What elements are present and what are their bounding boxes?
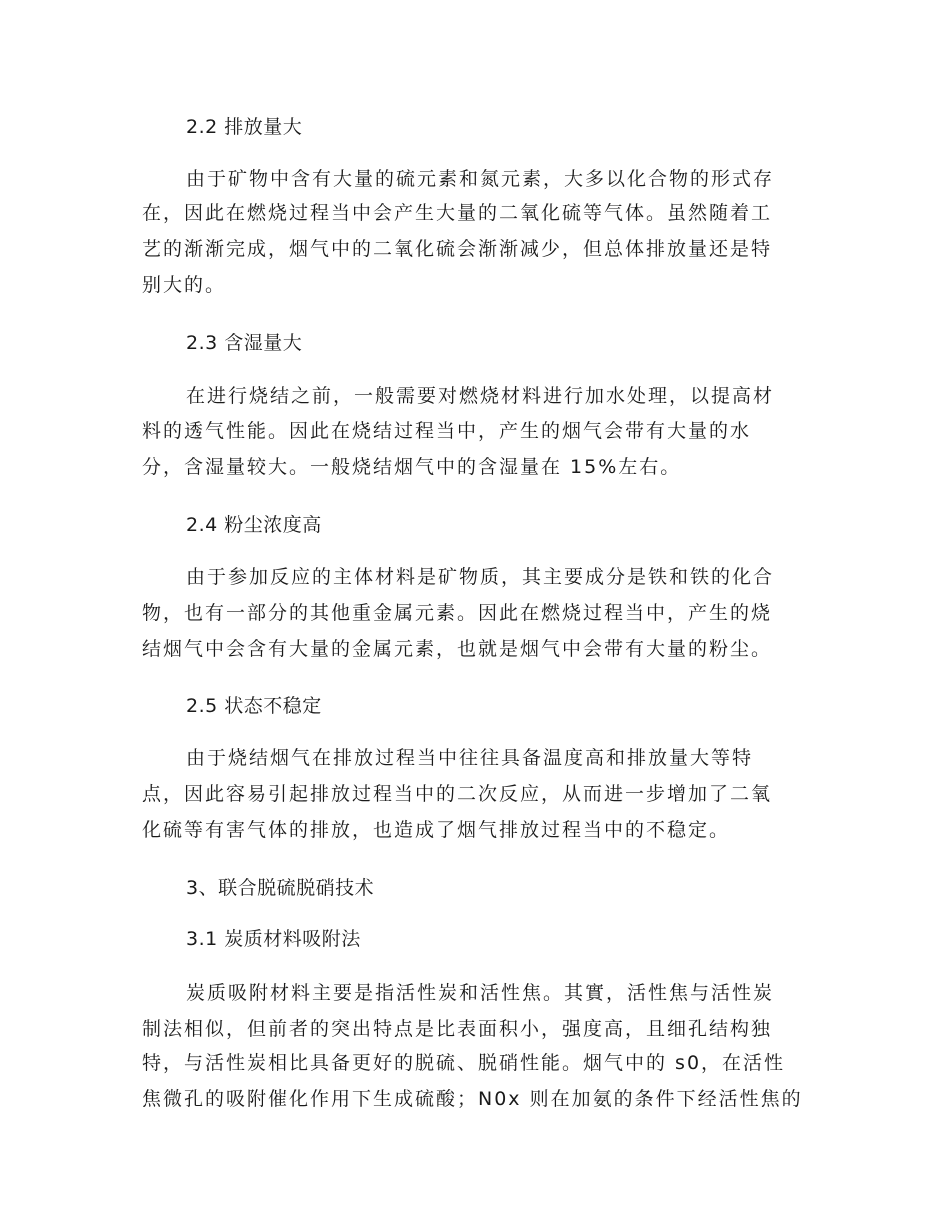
paragraph-line: 特，与活性炭相比具备更好的脱硫、脱硝性能。烟气中的 s0，在活性 xyxy=(142,1052,786,1074)
paragraph-line: 点，因此容易引起排放过程当中的二次反应，从而进一步增加了二氧 xyxy=(142,783,773,805)
paragraph-line: 制法相似，但前者的突出特点是比表面积小，强度高，且细孔结构独 xyxy=(142,1018,773,1040)
section-heading-3: 3、联合脱硫脱硝技术 xyxy=(186,877,375,899)
section-heading-3-1: 3.1 炭质材料吸附法 xyxy=(186,928,361,950)
section-heading-2-4: 2.4 粉尘浓度高 xyxy=(186,514,322,536)
paragraph-line: 焦微孔的吸附催化作用下生成硫酸；N0x 则在加氨的条件下经活性焦的 xyxy=(142,1088,803,1110)
paragraph-line: 料的透气性能。因此在烧结过程当中，产生的烟气会带有大量的水 xyxy=(142,420,752,442)
section-heading-2-2: 2.2 排放量大 xyxy=(186,116,303,138)
paragraph-line: 物，也有一部分的其他重金属元素。因此在燃烧过程当中，产生的烧 xyxy=(142,602,773,624)
paragraph-line: 由于参加反应的主体材料是矿物质，其主要成分是铁和铁的化合 xyxy=(186,566,775,588)
paragraph-line: 别大的。 xyxy=(142,274,227,296)
section-heading-2-3: 2.3 含湿量大 xyxy=(186,332,303,354)
paragraph-line: 化硫等有害气体的排放，也造成了烟气排放过程当中的不稳定。 xyxy=(142,819,731,841)
paragraph-line: 由于烧结烟气在排放过程当中往往具备温度高和排放量大等特 xyxy=(186,747,754,769)
section-heading-2-5: 2.5 状态不稳定 xyxy=(186,695,322,717)
paragraph-line: 在进行烧结之前，一般需要对燃烧材料进行加水处理，以提高材 xyxy=(186,385,775,407)
paragraph-line: 分，含湿量较大。一般烧结烟气中的含湿量在 15%左右。 xyxy=(142,456,682,478)
paragraph-line: 由于矿物中含有大量的硫元素和氮元素，大多以化合物的形式存 xyxy=(186,168,775,190)
paragraph-line: 结烟气中会含有大量的金属元素，也就是烟气中会带有大量的粉尘。 xyxy=(142,638,773,660)
paragraph-line: 艺的渐渐完成，烟气中的二氧化硫会渐渐减少，但总体排放量还是特 xyxy=(142,238,773,260)
paragraph-line: 炭质吸附材料主要是指活性炭和活性焦。其實，活性焦与活性炭 xyxy=(186,982,775,1004)
paragraph-line: 在，因此在燃烧过程当中会产生大量的二氧化硫等气体。虽然随着工 xyxy=(142,202,773,224)
